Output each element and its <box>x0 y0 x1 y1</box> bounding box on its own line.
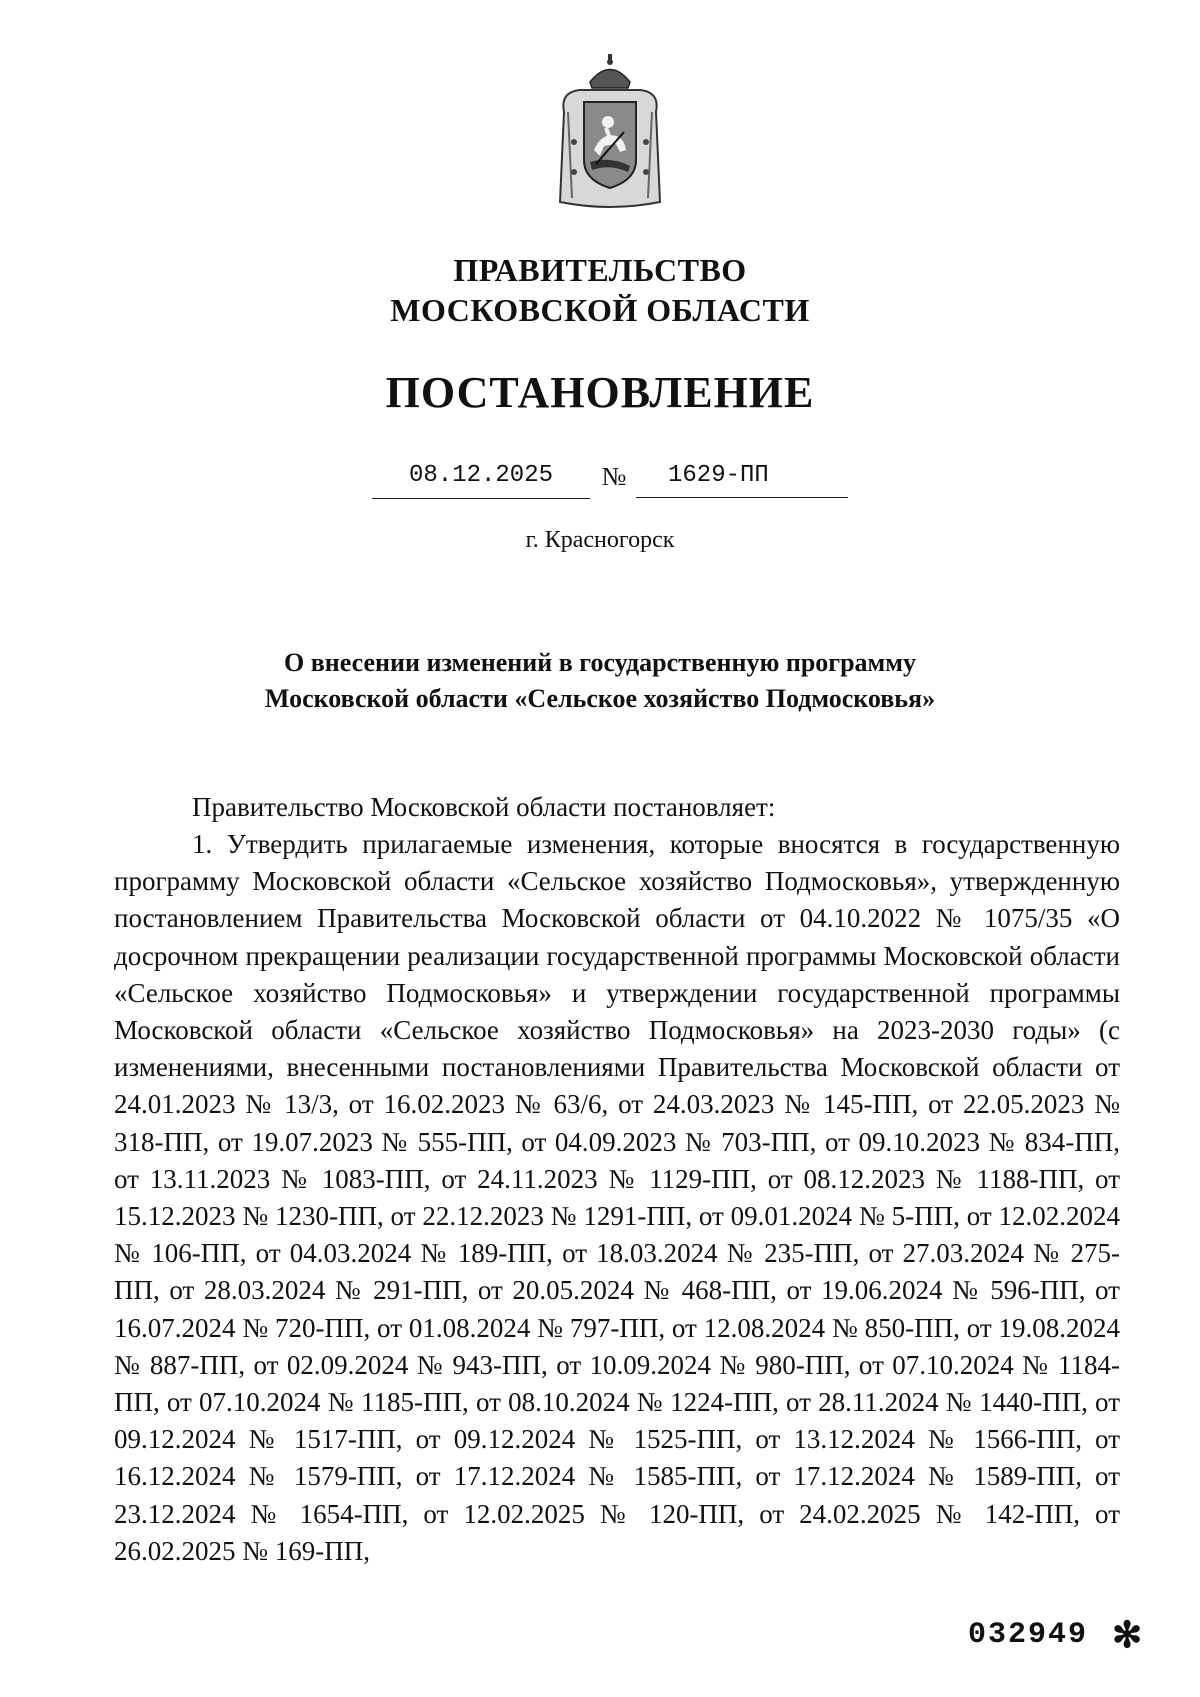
coat-of-arms-icon <box>550 52 670 212</box>
serial-number: 032949 <box>968 1618 1089 1652</box>
subject-line-2: Московской области «Сельское хозяйство Подмосковья» <box>264 684 936 713</box>
number-sign: № <box>601 462 627 491</box>
body-text <box>114 826 1120 1570</box>
document-type-title: ПОСТАНОВЛЕНИЕ <box>385 368 815 417</box>
preamble: Правительство Московской области постановляет: <box>192 792 776 822</box>
issuer-line-1: ПРАВИТЕЛЬСТВО <box>453 252 747 288</box>
issuer-block <box>0 250 1200 330</box>
issuing-city: г. Красногорск <box>525 527 675 553</box>
subject-line-1: О внесении изменений в государственную программу <box>284 648 916 677</box>
issuer-line-2: МОСКОВСКОЙ ОБЛАСТИ <box>390 292 810 328</box>
paragraph-1: 1. Утвердить прилагаемые изменения, которые вносятся в государственную программу Московской области «Сельское хозяйство Подмосковья», утвержденную постановлением Правительства Московской области от 04.10.2022 № 1075/35 «О досрочном прекращении реализации государственной программы Московской области «Сельское хозяйство Подмосковья» и утверждении государственной программы Московской области «Сельское хозяйство Подмосковья» на 2023-2030 годы» (с изменениями, внесенными постановлениями Правительства Московской области от 24.01.2023 № 13/3, от 16.02.2023 № 63/6, от 24.03.2023 № 145-ПП, от 22.05.2023 № 318-ПП, от 19.07.2023 № 555-ПП, от 04.09.2023 № 703-ПП, от 09.10.2023 № 834-ПП, от 13.11.2023 № 1083-ПП, от 24.11.2023 № 1129-ПП, от 08.12.2023 № 1188-ПП, от 15.12.2023 № 1230-ПП, от 22.12.2023 № 1291-ПП, от 09.01.2024 № 5-ПП, от 12.02.2024 № 106-ПП, от 04.03.2024 № 189-ПП, от 18.03.2024 № 235-ПП, от 27.03.2024 № 275-ПП, от 28.03.2024 № 291-ПП, от 20.05.2024 № 468-ПП, от 19.06.2024 № 596-ПП, от 16.07.2024 № 720-ПП, от 01.08.2024 № 797-ПП, от 12.08.2024 № 850-ПП, от 19.08.2024 № 887-ПП, от 02.09.2024 № 943-ПП, от 10.09.2024 № 980-ПП, от 07.10.2024 № 1184-ПП, от 07.10.2024 № 1185-ПП, от 08.10.2024 № 1224-ПП, от 28.11.2024 № 1440-ПП, от 09.12.2024 № 1517-ПП, от 09.12.2024 № 1525-ПП, от 13.12.2024 № 1566-ПП, от 16.12.2024 № 1579-ПП, от 17.12.2024 № 1585-ПП, от 17.12.2024 № 1589-ПП, от 23.12.2024 № 1654-ПП, от 12.02.2025 № 120-ПП, от 24.02.2025 № 142-ПП, от 26.02.2025 № 169-ПП, <box>114 829 1120 1566</box>
decree-date: 08.12.2025 <box>372 462 590 499</box>
asterisk-mark: ✻ <box>1112 1615 1143 1655</box>
decree-number: 1629-ПП <box>636 462 848 498</box>
decree-subject <box>0 645 1200 717</box>
